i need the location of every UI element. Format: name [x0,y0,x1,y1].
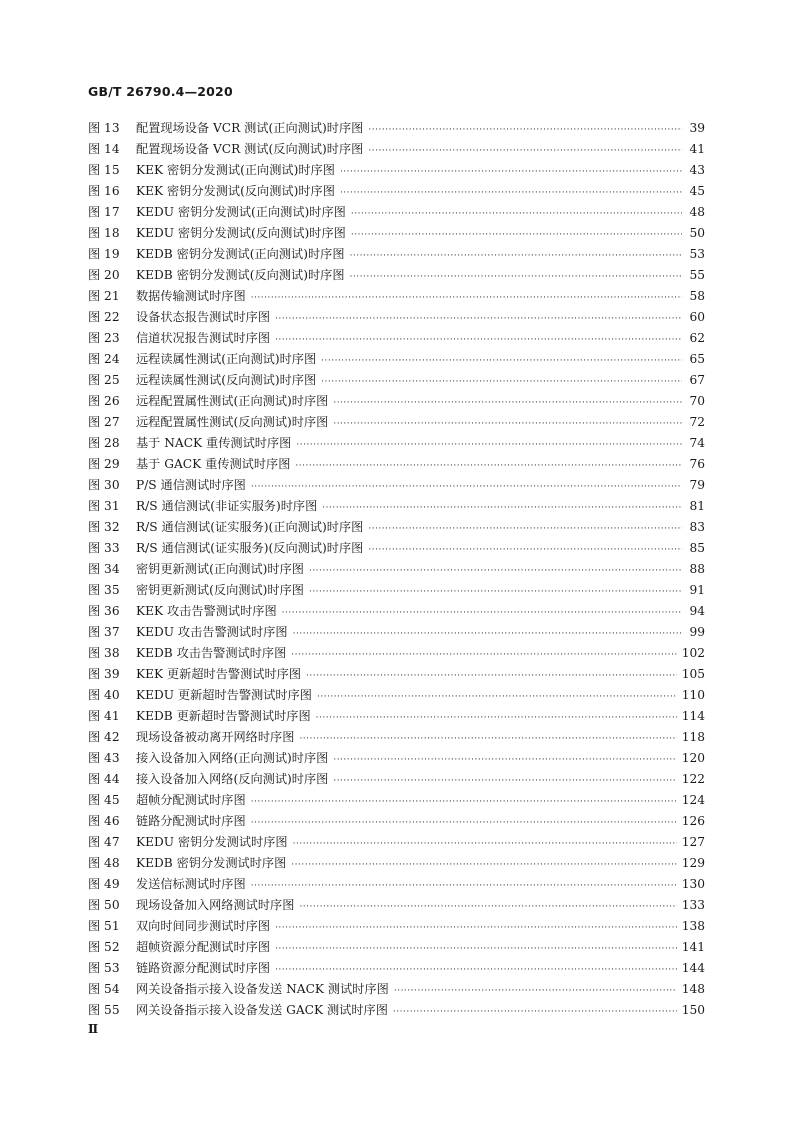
toc-entry[interactable] [88,559,705,580]
figure-title: KEK 密钥分发测试(反向测试)时序图 [136,184,335,198]
toc-entry[interactable] [88,139,705,160]
figure-title: KEDB 密钥分发测试(反向测试)时序图 [136,268,345,282]
toc-entry[interactable] [88,580,705,601]
figure-title: 配置现场设备 VCR 测试(反向测试)时序图 [136,142,364,156]
page-ref: 41 [689,142,705,156]
dot-leader [299,897,676,918]
figure-title: KEDB 密钥分发测试(正向测试)时序图 [136,247,345,261]
dot-leader [309,561,682,582]
page-ref: 60 [689,310,705,324]
page-ref: 120 [681,751,705,765]
figure-title: R/S 通信测试(证实服务)(反向测试)时序图 [136,541,364,555]
page-ref: 55 [689,268,705,282]
figure-title: R/S 通信测试(非证实服务)时序图 [136,499,318,513]
toc-entry[interactable] [88,685,705,706]
dot-leader [333,393,682,414]
figure-title: 接入设备加入网络(正向测试)时序图 [136,751,329,765]
figure-label: 图 19 [88,247,120,261]
dot-leader [333,750,676,771]
figure-title: 配置现场设备 VCR 测试(正向测试)时序图 [136,121,364,135]
figure-title: KEDB 密钥分发测试时序图 [136,856,287,870]
toc-entry[interactable] [88,517,705,538]
figure-title: 接入设备加入网络(反向测试)时序图 [136,772,329,786]
toc-entry[interactable] [88,181,705,202]
toc-entry[interactable] [88,265,705,286]
page-ref: 110 [681,688,705,702]
page-ref: 83 [689,520,705,534]
figure-label: 图 18 [88,226,120,240]
figure-label: 图 43 [88,751,120,765]
toc-entry[interactable] [88,874,705,895]
figure-list [88,118,705,1021]
figure-title: 远程配置属性测试(正向测试)时序图 [136,394,329,408]
figure-label: 图 13 [88,121,120,135]
toc-entry[interactable] [88,454,705,475]
dot-leader [340,183,682,204]
toc-entry[interactable] [88,391,705,412]
figure-title: 远程读属性测试(正向测试)时序图 [136,352,317,366]
page-ref: 76 [689,457,705,471]
page-ref: 91 [689,583,705,597]
toc-entry[interactable] [88,958,705,979]
figure-label: 图 14 [88,142,120,156]
figure-title: 远程读属性测试(反向测试)时序图 [136,373,317,387]
page-ref: 127 [681,835,705,849]
figure-label: 图 26 [88,394,120,408]
figure-label: 图 23 [88,331,120,345]
page-ref: 81 [689,499,705,513]
page-ref: 130 [681,877,705,891]
figure-label: 图 21 [88,289,120,303]
figure-title: KEDU 密钥分发测试(反向测试)时序图 [136,226,346,240]
figure-label: 图 25 [88,373,120,387]
toc-entry[interactable] [88,475,705,496]
figure-label: 图 32 [88,520,120,534]
figure-label: 图 47 [88,835,120,849]
dot-leader [333,414,682,435]
figure-title: KEDU 密钥分发测试时序图 [136,835,288,849]
toc-entry[interactable] [88,727,705,748]
dot-leader [251,792,677,813]
page-ref: 144 [681,961,705,975]
toc-entry[interactable] [88,370,705,391]
figure-title: KEDB 攻击告警测试时序图 [136,646,287,660]
toc-entry[interactable] [88,496,705,517]
dot-leader [275,330,682,351]
dot-leader [333,771,676,792]
toc-entry[interactable] [88,622,705,643]
dot-leader [322,498,682,519]
figure-label: 图 45 [88,793,120,807]
toc-entry[interactable] [88,811,705,832]
figure-label: 图 50 [88,898,120,912]
figure-label: 图 24 [88,352,120,366]
toc-entry[interactable] [88,643,705,664]
figure-label: 图 40 [88,688,120,702]
figure-title: R/S 通信测试(证实服务)(正向测试)时序图 [136,520,364,534]
figure-title: KEK 更新超时告警测试时序图 [136,667,302,681]
page-ref: 126 [681,814,705,828]
dot-leader [368,519,682,540]
toc-entry[interactable] [88,601,705,622]
toc-entry[interactable] [88,832,705,853]
standard-header: GB/T 26790.4—2020 [88,84,233,99]
page-ref: 70 [689,394,705,408]
figure-title: 链路资源分配测试时序图 [136,961,271,975]
figure-title: 链路分配测试时序图 [136,814,246,828]
figure-label: 图 42 [88,730,120,744]
figure-title: 数据传输测试时序图 [136,289,246,303]
figure-title: 信道状况报告测试时序图 [136,331,271,345]
figure-title: KEDU 更新超时告警测试时序图 [136,688,312,702]
toc-entry[interactable] [88,1000,705,1021]
page-number: Ⅱ [88,1022,99,1036]
figure-title: KEDU 攻击告警测试时序图 [136,625,288,639]
toc-entry[interactable] [88,307,705,328]
dot-leader [275,939,677,960]
figure-title: 网关设备指示接入设备发送 NACK 测试时序图 [136,982,389,996]
toc-entry[interactable] [88,328,705,349]
dot-leader [291,645,676,666]
dot-leader [309,582,682,603]
page-ref: 102 [681,646,705,660]
figure-title: 密钥更新测试(正向测试)时序图 [136,562,304,576]
toc-entry[interactable] [88,916,705,937]
dot-leader [251,876,677,897]
page-ref: 58 [689,289,705,303]
figure-title: 基于 NACK 重传测试时序图 [136,436,292,450]
figure-label: 图 36 [88,604,120,618]
toc-entry[interactable] [88,118,705,139]
page-ref: 122 [681,772,705,786]
page-ref: 88 [689,562,705,576]
figure-title: 网关设备指示接入设备发送 GACK 测试时序图 [136,1003,388,1017]
figure-title: KEK 密钥分发测试(正向测试)时序图 [136,163,335,177]
page-ref: 124 [681,793,705,807]
dot-leader [316,708,677,729]
figure-title: KEDU 密钥分发测试(正向测试)时序图 [136,205,346,219]
figure-label: 图 51 [88,919,120,933]
dot-leader [351,204,682,225]
dot-leader [394,981,677,1002]
dot-leader [393,1002,677,1023]
page-ref: 74 [689,436,705,450]
page-ref: 43 [689,163,705,177]
figure-label: 图 48 [88,856,120,870]
page-ref: 150 [681,1003,705,1017]
figure-label: 图 20 [88,268,120,282]
page-ref: 39 [689,121,705,135]
figure-title: 超帧分配测试时序图 [136,793,246,807]
figure-label: 图 49 [88,877,120,891]
figure-label: 图 52 [88,940,120,954]
page-ref: 99 [689,625,705,639]
figure-label: 图 35 [88,583,120,597]
figure-title: 发送信标测试时序图 [136,877,246,891]
figure-title: 设备状态报告测试时序图 [136,310,271,324]
dot-leader [368,540,682,561]
dot-leader [251,813,677,834]
figure-label: 图 28 [88,436,120,450]
page-ref: 50 [689,226,705,240]
toc-entry[interactable] [88,244,705,265]
dot-leader [296,435,682,456]
dot-leader [282,603,682,624]
dot-leader [251,477,682,498]
figure-label: 图 39 [88,667,120,681]
figure-title: 超帧资源分配测试时序图 [136,940,271,954]
dot-leader [275,960,677,981]
figure-title: 基于 GACK 重传测试时序图 [136,457,291,471]
figure-label: 图 17 [88,205,120,219]
dot-leader [293,624,682,645]
toc-entry[interactable] [88,538,705,559]
toc-entry[interactable] [88,790,705,811]
figure-label: 图 34 [88,562,120,576]
dot-leader [351,225,682,246]
dot-leader [350,246,682,267]
page-ref: 85 [689,541,705,555]
page-ref: 79 [689,478,705,492]
toc-entry[interactable] [88,160,705,181]
figure-label: 图 29 [88,457,120,471]
figure-title: 密钥更新测试(反向测试)时序图 [136,583,304,597]
figure-title: 远程配置属性测试(反向测试)时序图 [136,415,329,429]
figure-label: 图 15 [88,163,120,177]
dot-leader [275,309,682,330]
dot-leader [291,855,676,876]
dot-leader [317,687,677,708]
toc-entry[interactable] [88,769,705,790]
toc-entry[interactable] [88,286,705,307]
figure-title: KEK 攻击告警测试时序图 [136,604,277,618]
figure-title: P/S 通信测试时序图 [136,478,246,492]
toc-entry[interactable] [88,412,705,433]
toc-entry[interactable] [88,349,705,370]
figure-label: 图 54 [88,982,120,996]
page-ref: 129 [681,856,705,870]
page-ref: 105 [681,667,705,681]
page-ref: 94 [689,604,705,618]
dot-leader [306,666,677,687]
dot-leader [251,288,682,309]
toc-entry[interactable] [88,853,705,874]
figure-label: 图 30 [88,478,120,492]
toc-entry[interactable] [88,223,705,244]
page-ref: 138 [681,919,705,933]
dot-leader [368,120,682,141]
dot-leader [299,729,676,750]
page-ref: 148 [681,982,705,996]
toc-entry[interactable] [88,202,705,223]
toc-entry[interactable] [88,979,705,1000]
toc-entry[interactable] [88,895,705,916]
dot-leader [350,267,682,288]
page-ref: 53 [689,247,705,261]
figure-label: 图 27 [88,415,120,429]
page-ref: 48 [689,205,705,219]
dot-leader [321,351,682,372]
dot-leader [368,141,682,162]
dot-leader [275,918,677,939]
figure-title: 现场设备被动离开网络时序图 [136,730,295,744]
page-ref: 141 [681,940,705,954]
figure-label: 图 44 [88,772,120,786]
page-ref: 114 [681,709,705,723]
figure-title: KEDB 更新超时告警测试时序图 [136,709,311,723]
page-ref: 118 [681,730,705,744]
dot-leader [295,456,682,477]
toc-entry[interactable] [88,937,705,958]
page-ref: 72 [689,415,705,429]
page-ref: 62 [689,331,705,345]
figure-label: 图 38 [88,646,120,660]
page-ref: 45 [689,184,705,198]
dot-leader [321,372,682,393]
figure-label: 图 22 [88,310,120,324]
dot-leader [293,834,677,855]
figure-label: 图 16 [88,184,120,198]
toc-entry[interactable] [88,664,705,685]
figure-label: 图 37 [88,625,120,639]
figure-label: 图 46 [88,814,120,828]
toc-entry[interactable] [88,706,705,727]
figure-label: 图 41 [88,709,120,723]
toc-entry[interactable] [88,433,705,454]
toc-entry[interactable] [88,748,705,769]
page-ref: 67 [689,373,705,387]
figure-label: 图 53 [88,961,120,975]
page-ref: 65 [689,352,705,366]
figure-title: 双向时间同步测试时序图 [136,919,271,933]
figure-label: 图 31 [88,499,120,513]
dot-leader [340,162,682,183]
figure-title: 现场设备加入网络测试时序图 [136,898,295,912]
figure-label: 图 33 [88,541,120,555]
figure-label: 图 55 [88,1003,120,1017]
page-ref: 133 [681,898,705,912]
